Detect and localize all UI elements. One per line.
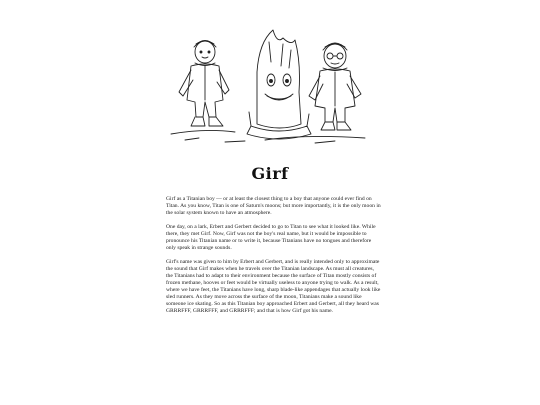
- page-title: Girf: [251, 164, 289, 183]
- left-child-figure: [179, 41, 229, 127]
- children-and-ice-creature-illustration: [165, 22, 380, 150]
- ice-creature-figure: [247, 30, 311, 139]
- story-paragraph: One day, on a lark, Erbert and Gerbert decided to go to Titan to see what it looked like. While there, they met Girf. Now, Girf was not the boy's real name, but it would be impossible to pronounce his Titanian name or to write it, because Titanians have no tongues and therefore only speak in strange sounds.: [166, 224, 376, 251]
- story-paragraph: Girf's name was given to him by Erbert and Gerbert, and is really intended only to approximate the sound that Girf makes when he travels over the Titanian landscape. As must all creatures, the Titanians had to adapt to their environment because the surface of Titan mostly consists of frozen methane, hooves or feet would be virtually useless to anyone trying to walk. As a result, where we have feet, the Titanians have long, sharp blade-like appendages that actually look like sled runners. As they move across the surface of the moon, Titanians make a sound like someone ice skating. So as this Titanian boy approached Erbert and Gerbert, all they heard was GRRRFFF, GRRRFFF, and GRRRFFF; and that is how Girf got his name.: [166, 259, 381, 314]
- right-child-figure: [309, 43, 361, 130]
- story-paragraph: Girf as a Titanian boy — or at least the closest thing to a boy that anyone could ever find on Titan. As you know, Titan is one of Saturn's moons; but more importantly, it is the only moon in the solar system known to have an atmosphere.: [166, 196, 381, 216]
- story-text: [166, 196, 382, 322]
